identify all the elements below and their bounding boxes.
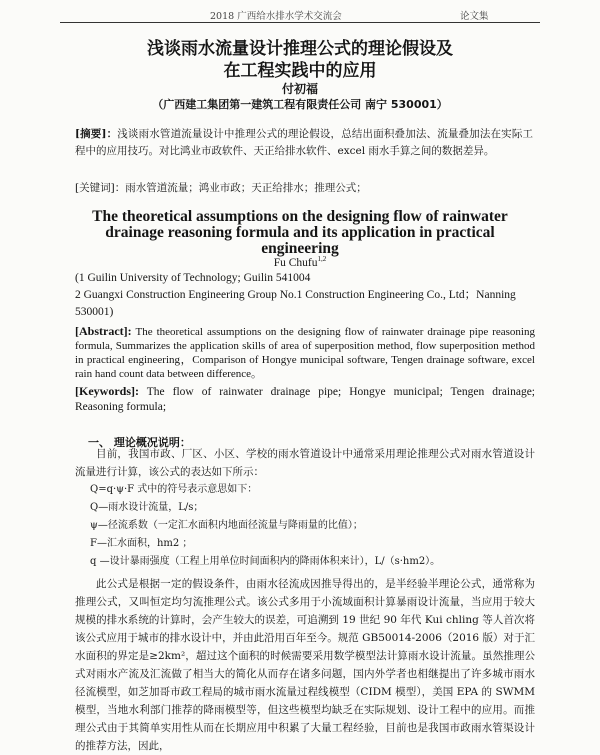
- keywords-en: [75, 384, 535, 415]
- running-header: [60, 6, 540, 23]
- formula-line: Q=q·ψ·F 式中的符号表示意思如下：: [90, 484, 258, 495]
- title-en-line-1: The theoretical assumptions on the designing flow of rainwater: [92, 208, 508, 225]
- definition-f: F—汇水面积，hm2 ；: [90, 538, 193, 549]
- paper-title-zh: [0, 38, 600, 82]
- keywords-en-text: The flow of rainwater drainage pipe; Hongye municipal; Tengen drainage; Reasoning formula;: [75, 386, 535, 413]
- definition-q: Q—雨水设计流量，L/s；: [90, 502, 204, 513]
- author-en: [0, 255, 600, 269]
- author-zh: 付初福: [281, 82, 318, 96]
- title-zh-line-2: 在工程实践中的应用: [223, 61, 377, 81]
- title-zh-line-1: 浅谈雨水流量设计推理公式的理论假设及: [147, 39, 453, 59]
- abstract-zh-label: [摘要]：: [75, 128, 118, 140]
- keywords-zh-text: 雨水管道流量；鸿业市政；天正给排水；推理公式；: [125, 182, 367, 194]
- body-paragraph-2: 此公式是根据一定的假设条件，由雨水径流成因推导得出的，是半经验半理论公式，通常称为推理公式，又叫恒定均匀流推理公式。该公式多用于小流域面积计算暴雨设计流量，当应用于较大规模的排水系统的计算时，会产生较大的误差，可追溯到 19 世纪 90 年代 Kui chling 等人首次将该公式应用于城市的排水设计中，并由此沿用百年至今。规范 GB50014-2006（2016 版）对于汇水面积的界定是≥2km²，超过这个面积的时候需要采用数学模型法计算雨水设计流量。虽然推理公式对雨水产流及汇流做了相当大的简化从而存在诸多问题，国内外学者也相继提出了许多城市雨水径流模型，如芝加哥市政工程局的城市雨水流量过程线模型（CIDM 模型），美国 EPA 的 SWMM 模型，当地水利部门推荐的降雨模型等，但这些模型均缺乏在实际规划、设计工程中的应用。而推理公式由于其简单实用性从而在长期应用中积累了大量工程经验，目前也是我国市政雨水管渠设计的推荐方法，因此，: [75, 578, 535, 752]
- definition-q-intensity: q —设计暴雨强度（工程上用单位时间面积内的降雨体积来计），L/（s·hm2）。: [90, 556, 441, 567]
- header-section: 论文集: [460, 11, 489, 22]
- title-en-line-2: drainage reasoning formula and its application in practical: [105, 224, 495, 241]
- abstract-zh-text: 浅谈雨水管道流量设计中推理公式的理论假设，总结出面积叠加法、流量叠加法在实际工程中的应用技巧。对比鸿业市政软件、天正给排水软件、excel 雨水手算之间的数据差异。: [75, 128, 534, 157]
- body-paragraph-1: 目前，我国市政、厂区、小区、学校的雨水管道设计中通常采用理论推理公式对雨水管道设计流量进行计算，该公式的表达如下所示：: [75, 448, 535, 478]
- keywords-zh-label: [关键词]：: [75, 182, 126, 194]
- paper-title-en: [60, 209, 540, 257]
- section-heading: 一、 理论概况说明：: [88, 436, 191, 449]
- abstract-en: [75, 324, 535, 381]
- keywords-zh: [75, 180, 533, 196]
- abstract-zh: [75, 126, 533, 159]
- header-conference: 2018 广西给水排水学术交流会: [210, 11, 342, 22]
- keywords-en-label: [Keywords]:: [75, 384, 139, 398]
- affiliation-en-1: (1 Guilin University of Technology; Guilin 541004: [75, 272, 311, 284]
- title-en-line-3: engineering: [261, 240, 339, 257]
- affiliation-en-2: 2 Guangxi Construction Engineering Group No.1 Construction Engineering Co., Ltd；Nanning 530001): [75, 289, 516, 318]
- definition-psi: ψ—径流系数（一定汇水面积内地面径流量与降雨量的比值）；: [90, 520, 363, 531]
- author-en-name: Fu Chufu: [273, 256, 318, 269]
- abstract-en-text: The theoretical assumptions on the designing flow of rainwater drainage pipe reasoning formula, Summarizes the application skills of area of superposition method, flow superposition method in practical engineering，Comparison of Hongye municipal software, Tengen drainage software, excel rain hand count data between difference。: [75, 326, 535, 380]
- abstract-en-label: [Abstract]:: [75, 324, 132, 338]
- author-en-sup: 1,2: [317, 255, 327, 263]
- affiliation-zh: （广西建工集团第一建筑工程有限责任公司 南宁 530001）: [152, 98, 448, 111]
- affiliations-en: [75, 270, 535, 321]
